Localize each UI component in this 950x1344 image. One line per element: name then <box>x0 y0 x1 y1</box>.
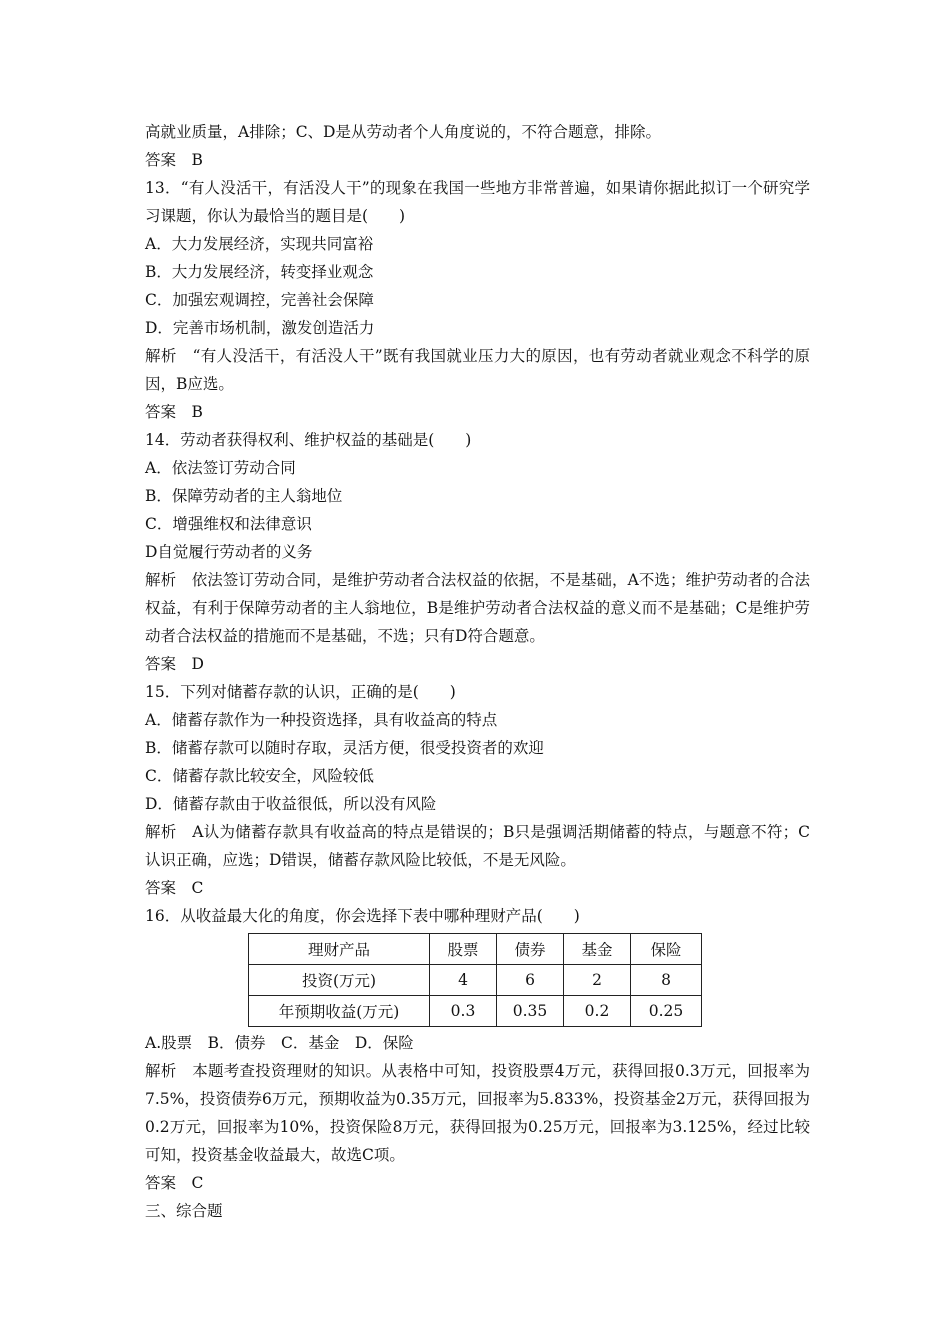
question-16-stem: 16．从收益最大化的角度，你会选择下表中哪种理财产品( ) <box>145 907 580 925</box>
table-header-cell: 基金 <box>564 934 631 965</box>
question-13-stem: 13．“有人没活干，有活没人干”的现象在我国一些地方非常普遍，如果请你据此拟订一个研究学习课题，你认为最恰当的题目是( ) <box>145 179 810 225</box>
option-line: C．储蓄存款比较安全，风险较低 <box>145 767 374 785</box>
table-row <box>249 996 702 1027</box>
answer-line: 答案 C <box>145 1174 204 1192</box>
table-cell: 2 <box>564 965 631 996</box>
document-page <box>145 118 810 1225</box>
table-cell: 0.25 <box>631 996 702 1027</box>
table-header-cell: 债券 <box>497 934 564 965</box>
text-line: 高就业质量，A排除；C、D是从劳动者个人角度说的，不符合题意，排除。 <box>145 123 661 141</box>
option-line: A．依法签订劳动合同 <box>145 459 296 477</box>
table-cell: 6 <box>497 965 564 996</box>
table-header-cell: 理财产品 <box>249 934 430 965</box>
option-line: A．储蓄存款作为一种投资选择，具有收益高的特点 <box>145 711 498 729</box>
option-line: D．储蓄存款由于收益很低，所以没有风险 <box>145 795 437 813</box>
option-line: C．增强维权和法律意识 <box>145 515 312 533</box>
table-cell: 0.35 <box>497 996 564 1027</box>
answer-line: 答案 B <box>145 151 203 169</box>
answer-line: 答案 C <box>145 879 204 897</box>
option-line: A.股票 B．债券 C．基金 D．保险 <box>145 1034 414 1052</box>
option-line: D自觉履行劳动者的义务 <box>145 543 313 561</box>
table-row <box>249 965 702 996</box>
investment-table <box>248 933 702 1027</box>
table-header-cell: 股票 <box>430 934 497 965</box>
option-line: C．加强宏观调控，完善社会保障 <box>145 291 374 309</box>
question-14-stem: 14．劳动者获得权利、维护权益的基础是( ) <box>145 431 472 449</box>
table-header-cell: 保险 <box>631 934 702 965</box>
option-line: D．完善市场机制，激发创造活力 <box>145 319 375 337</box>
table-cell: 4 <box>430 965 497 996</box>
option-line: B．保障劳动者的主人翁地位 <box>145 487 343 505</box>
analysis-paragraph: 解析 “有人没活干，有活没人干”既有我国就业压力大的原因，也有劳动者就业观念不科学的原因，B应选。 <box>145 347 810 393</box>
table-cell: 8 <box>631 965 702 996</box>
option-line: A．大力发展经济，实现共同富裕 <box>145 235 374 253</box>
analysis-paragraph: 解析 本题考查投资理财的知识。从表格中可知，投资股票4万元，获得回报0.3万元，回报率为7.5%，投资债券6万元，预期收益为0.35万元，回报率为5.833%，投资基金2万元，获得回报为0.2万元，回报率为10%，投资保险8万元，获得回报为0.25万元，回报率为3.125%，经过比较可知，投资基金收益最大，故选C项。 <box>145 1062 810 1164</box>
section-heading: 三、综合题 <box>145 1202 223 1220</box>
answer-line: 答案 B <box>145 403 203 421</box>
table-header-row <box>249 934 702 965</box>
table-cell: 0.2 <box>564 996 631 1027</box>
option-line: B．大力发展经济，转变择业观念 <box>145 263 374 281</box>
option-line: B．储蓄存款可以随时存取，灵活方便，很受投资者的欢迎 <box>145 739 544 757</box>
table-cell: 投资(万元) <box>249 965 430 996</box>
analysis-paragraph: 解析 依法签订劳动合同，是维护劳动者合法权益的依据，不是基础，A不选；维护劳动者的合法权益，有利于保障劳动者的主人翁地位，B是维护劳动者合法权益的意义而不是基础；C是维护劳动者合法权益的措施而不是基础，不选；只有D符合题意。 <box>145 571 810 645</box>
table-cell: 年预期收益(万元) <box>249 996 430 1027</box>
question-15-stem: 15．下列对储蓄存款的认识，正确的是( ) <box>145 683 456 701</box>
table-cell: 0.3 <box>430 996 497 1027</box>
analysis-paragraph: 解析 A认为储蓄存款具有收益高的特点是错误的；B只是强调活期储蓄的特点，与题意不符；C认识正确，应选；D错误，储蓄存款风险比较低，不是无风险。 <box>145 823 810 869</box>
answer-line: 答案 D <box>145 655 204 673</box>
